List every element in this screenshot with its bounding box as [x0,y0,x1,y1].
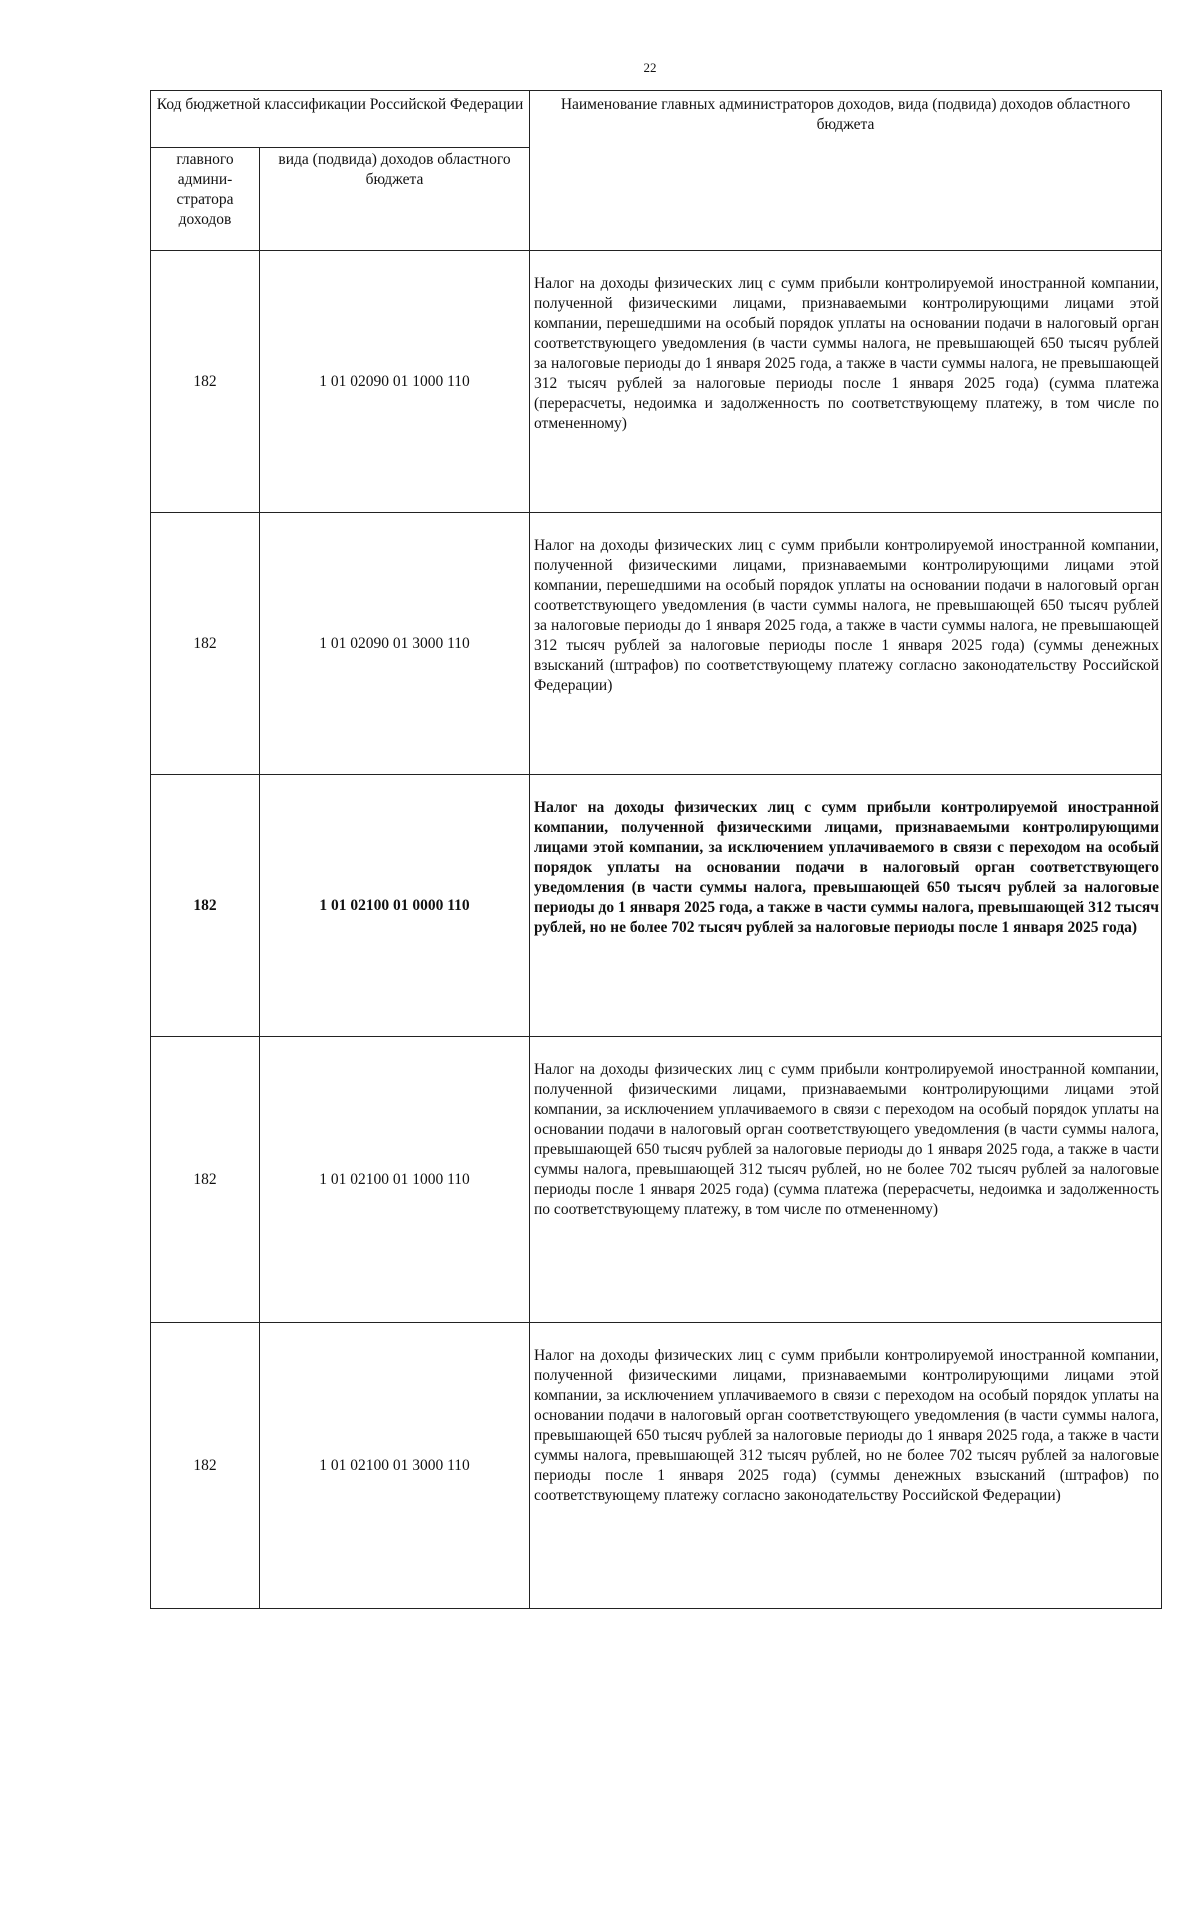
income-code-cell: 1 01 02100 01 1000 110 [260,1037,530,1323]
table-row [151,775,1162,1037]
description-cell: Налог на доходы физических лиц с сумм прибыли контролируемой иностранной компании, полученной физическими лицами, признаваемыми контролирующими лицами этой компании, за исключением уплачиваемого в связи с переходом на особый порядок уплаты на основании подачи в налоговый орган соответствующего уведомления (в части суммы налога, превышающей 650 тысяч рублей за налоговые периоды до 1 января 2025 года, а также в части суммы налога, превышающей 312 тысяч рублей, но не более 702 тысяч рублей за налоговые периоды после 1 января 2025 года) (сумма платежа (перерасчеты, недоимка и задолженность по соответствующему платежу, в том числе по отмененному) [530,1037,1162,1323]
description-cell: Налог на доходы физических лиц с сумм прибыли контролируемой иностранной компании, полученной физическими лицами, признаваемыми контролирующими лицами этой компании, за исключением уплачиваемого в связи с переходом на особый порядок уплаты на основании подачи в налоговый орган соответствующего уведомления (в части суммы налога, превышающей 650 тысяч рублей за налоговые периоды до 1 января 2025 года, а также в части суммы налога, превышающей 312 тысяч рублей, но не более 702 тысяч рублей за налоговые периоды после 1 января 2025 года) [530,775,1162,1037]
admin-code-cell: 182 [151,1037,260,1323]
budget-classification-table [150,90,1162,1609]
description-cell: Налог на доходы физических лиц с сумм прибыли контролируемой иностранной компании, полученной физическими лицами, признаваемыми контролирующими лицами этой компании, перешедшими на особый порядок уплаты на основании подачи в налоговый орган соответствующего уведомления (в части суммы налога, не превышающей 650 тысяч рублей за налоговые периоды до 1 января 2025 года, а также в части суммы налога, не превышающей 312 тысяч рублей за налоговые периоды после 1 января 2025 года) (суммы денежных взысканий (штрафов) по соответствующему платежу согласно законодательству Российской Федерации) [530,513,1162,775]
admin-code-cell: 182 [151,1323,260,1609]
admin-code-cell: 182 [151,513,260,775]
admin-code-cell: 182 [151,775,260,1037]
table-row [151,1037,1162,1323]
income-code-cell: 1 01 02100 01 3000 110 [260,1323,530,1609]
table-row [151,1323,1162,1609]
description-cell: Налог на доходы физических лиц с сумм прибыли контролируемой иностранной компании, полученной физическими лицами, признаваемыми контролирующими лицами этой компании, за исключением уплачиваемого в связи с переходом на особый порядок уплаты на основании подачи в налоговый орган соответствующего уведомления (в части суммы налога, превышающей 650 тысяч рублей за налоговые периоды до 1 января 2025 года, а также в части суммы налога, превышающей 312 тысяч рублей, но не более 702 тысяч рублей за налоговые периоды после 1 января 2025 года) (суммы денежных взысканий (штрафов) по соответствующему платежу согласно законодательству Российской Федерации) [530,1323,1162,1609]
income-code-cell: 1 01 02100 01 0000 110 [260,775,530,1037]
name-column-header: Наименование главных администраторов доходов, вида (подвида) доходов областного бюджета [530,91,1162,251]
income-code-cell: 1 01 02090 01 3000 110 [260,513,530,775]
kbk-group-header: Код бюджетной классификации Российской Федерации [151,91,530,148]
page-number: 22 [643,60,657,75]
description-cell: Налог на доходы физических лиц с сумм прибыли контролируемой иностранной компании, полученной физическими лицами, признаваемыми контролирующими лицами этой компании, перешедшими на особый порядок уплаты на основании подачи в налоговый орган соответствующего уведомления (в части суммы налога, не превышающей 650 тысяч рублей за налоговые периоды до 1 января 2025 года, а также в части суммы налога, не превышающей 312 тысяч рублей за налоговые периоды после 1 января 2025 года) (сумма платежа (перерасчеты, недоимка и задолженность по соответствующему платежу, в том числе по отмененному) [530,251,1162,513]
admin-code-cell: 182 [151,251,260,513]
income-type-column-header: вида (подвида) доходов областного бюджета [260,148,530,251]
table-row [151,251,1162,513]
table-header-row [151,91,1162,148]
table-row [151,513,1162,775]
income-code-cell: 1 01 02090 01 1000 110 [260,251,530,513]
admin-column-header: главного админи-стратора доходов [151,148,260,251]
